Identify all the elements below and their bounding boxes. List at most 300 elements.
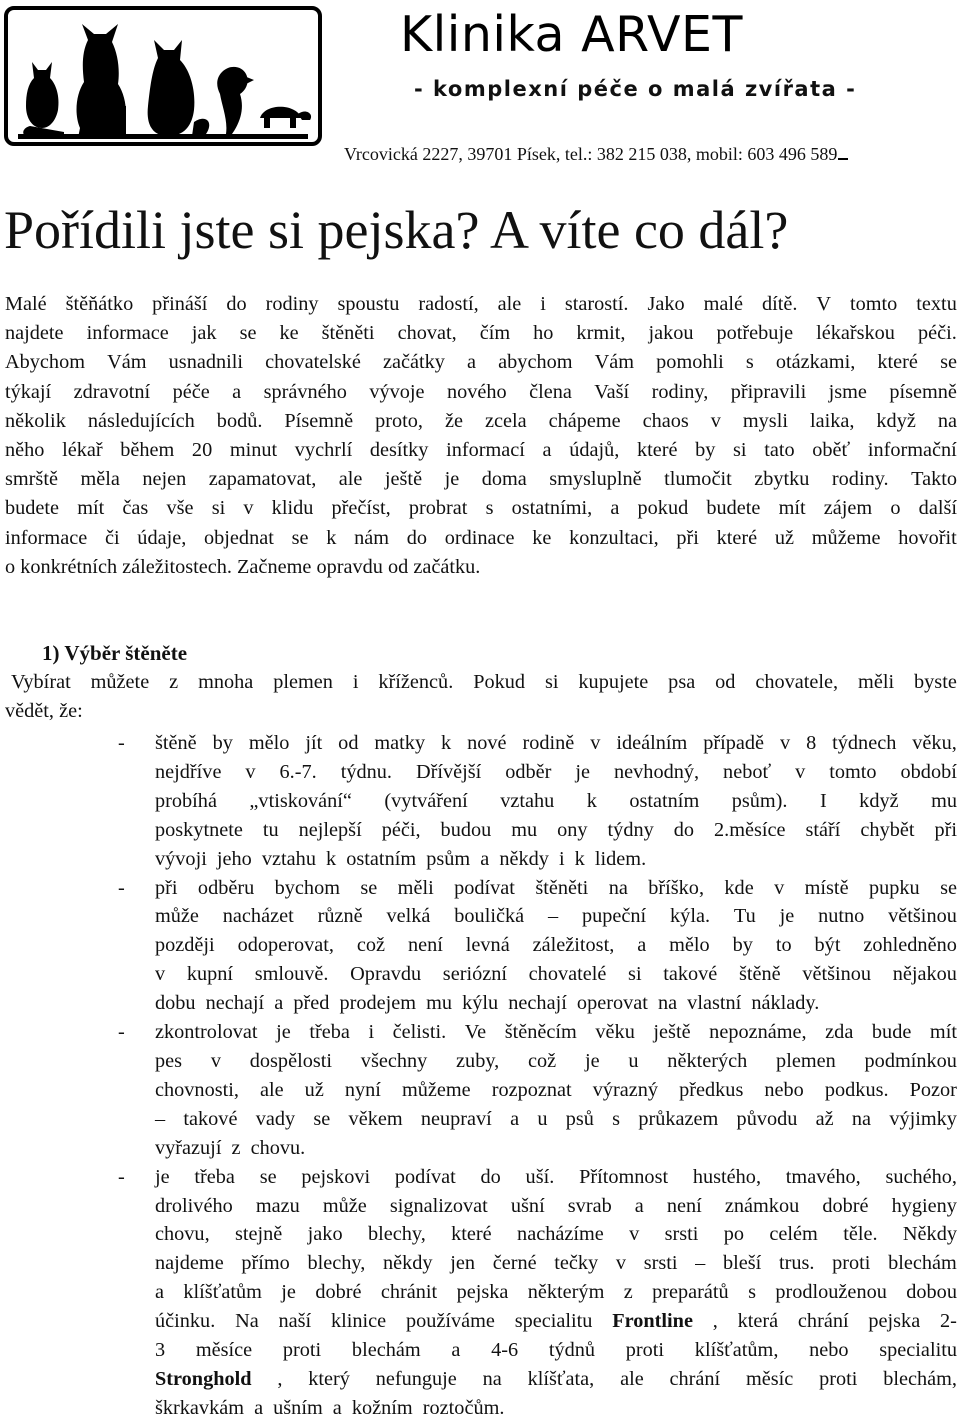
word: mysli [742, 409, 788, 432]
word: nechají [205, 992, 270, 1015]
word: se [360, 876, 378, 899]
word: čas [122, 497, 149, 520]
word: abychom [498, 351, 573, 374]
word: v [245, 760, 256, 783]
text-line [155, 1076, 957, 1105]
word: blechy, [307, 1252, 366, 1275]
word: rozpoznat [491, 1078, 572, 1101]
word: zbytku [754, 468, 810, 491]
word: bodů. [216, 409, 263, 432]
word: 20 [191, 439, 213, 462]
word: nepoznáme, [709, 1021, 807, 1044]
word: velká [386, 905, 431, 928]
word: by [212, 732, 233, 754]
word: ostatním [629, 789, 700, 812]
word: u [628, 1049, 639, 1072]
word: oběť [812, 439, 851, 462]
text-line [155, 931, 957, 960]
word: Na [235, 1310, 259, 1333]
word: lékař [62, 439, 103, 462]
word: ony [557, 818, 588, 841]
word: budete [706, 497, 761, 520]
word: prodlouženou [775, 1281, 887, 1304]
word: nového [446, 380, 507, 403]
word: na [657, 992, 683, 1015]
word: proti [832, 1252, 871, 1275]
word: případě [703, 732, 765, 754]
word: škrkavkám [155, 1396, 250, 1419]
word: už [774, 526, 795, 549]
word: dospělosti [249, 1049, 333, 1072]
word: chaos [642, 409, 689, 432]
word: bleší [722, 1252, 762, 1275]
word: měsíc [745, 1367, 794, 1390]
word: bříško, [648, 876, 705, 899]
word: by [695, 439, 716, 462]
word: do [226, 293, 247, 315]
list-item [0, 729, 960, 874]
word: proto, [375, 409, 423, 432]
word: může [155, 905, 199, 928]
text-line [155, 1249, 957, 1278]
word: nebo [764, 1078, 804, 1101]
word: tomto [850, 293, 898, 315]
word: kupní [186, 963, 234, 986]
word: lidem. [594, 847, 647, 870]
word: s [612, 1107, 621, 1130]
word: bychom [274, 876, 340, 899]
word: do [406, 526, 427, 549]
word: což [356, 934, 386, 957]
word: mít [929, 1021, 957, 1044]
word: srsti [643, 1252, 678, 1275]
word: kýla. [670, 905, 711, 928]
word: po [723, 1223, 745, 1246]
word: týdnech [832, 732, 897, 754]
word: – [695, 1252, 706, 1275]
word: nevhodný, [614, 760, 700, 783]
word: uší. [525, 1165, 555, 1188]
word: není [407, 934, 443, 957]
text-line [155, 960, 957, 989]
word: potřebuje [716, 322, 794, 345]
word: k [326, 526, 337, 549]
word: V [816, 293, 832, 315]
word: vědět, [5, 700, 60, 723]
word: pupku [868, 876, 920, 899]
word: průkazem [638, 1107, 719, 1130]
word: zkontrolovat [155, 1021, 258, 1044]
word: či [104, 526, 120, 549]
word: něho [5, 439, 45, 462]
word: kupujete [578, 671, 649, 693]
word: chybět [860, 818, 915, 841]
word: 3 [155, 1339, 166, 1362]
word: nové [467, 732, 507, 754]
animal-silhouettes-icon [8, 10, 318, 142]
word: někdy [383, 1252, 433, 1275]
word: zapamatovat, [208, 468, 317, 491]
word: začátky [382, 351, 445, 374]
word: tomto [829, 760, 877, 783]
word: je [155, 1165, 170, 1188]
word: s [748, 1281, 756, 1304]
word: a [451, 1339, 461, 1362]
word: operovat [576, 992, 653, 1015]
word: když [876, 409, 916, 432]
word: nebo [809, 1339, 849, 1362]
word: v [243, 497, 254, 520]
word: náklady. [751, 992, 820, 1015]
word: měli [858, 671, 895, 693]
word: naší [278, 1310, 312, 1333]
word: to [775, 934, 792, 957]
word: ale [497, 293, 522, 315]
word: při [676, 526, 699, 549]
word: později [155, 934, 215, 957]
word: s [485, 497, 494, 520]
word: mělo [248, 732, 290, 754]
word: z [169, 671, 179, 693]
word: budete [5, 497, 60, 520]
word: vývoje [369, 380, 425, 403]
word: čím [479, 322, 511, 345]
word: přečíst, [331, 497, 391, 520]
word: štěňátko [65, 293, 134, 315]
word: blechám, [883, 1367, 957, 1390]
word: pokud [637, 497, 689, 520]
word: Přítomnost [579, 1165, 669, 1188]
word: jít [305, 732, 323, 754]
word: chovu. [250, 1136, 306, 1159]
word: plemen [273, 671, 333, 693]
word: ostatními, [511, 497, 593, 520]
word: další [918, 497, 957, 520]
word: podkus. [824, 1078, 889, 1101]
word: že [444, 409, 463, 432]
word: na [937, 409, 957, 432]
word: proti [282, 1339, 322, 1362]
word: objednat [204, 526, 274, 549]
word: krmit, [576, 322, 626, 345]
word: týdnu. [340, 760, 392, 783]
word: signalizovat [389, 1194, 488, 1217]
word: klíšťatům, [694, 1339, 779, 1362]
word: zohledněno [863, 934, 957, 957]
word: přináší [152, 293, 208, 315]
word: Takto [911, 468, 957, 491]
word: někdy [499, 847, 554, 870]
word: hovořit [898, 526, 957, 549]
word: k [574, 847, 590, 870]
word: od [387, 555, 414, 578]
word: a [232, 380, 242, 403]
bullet-dash: - [118, 1165, 125, 1188]
word: mnoha [198, 671, 254, 693]
word: tu [262, 818, 279, 841]
word: probrat [408, 497, 468, 520]
word: rodině [522, 732, 575, 754]
word: ke [532, 526, 552, 549]
word: ale [338, 468, 363, 491]
word: s [745, 351, 754, 374]
word: třeba [309, 1021, 350, 1044]
word: tato [764, 439, 795, 462]
word: rodiny [265, 293, 319, 315]
word: známkou [724, 1194, 800, 1217]
bullet-dash: - [118, 876, 125, 899]
word: odběru [197, 876, 255, 899]
text-line [5, 668, 957, 697]
word: všechny [360, 1049, 428, 1072]
word: desítky [369, 439, 429, 462]
word: je [276, 1021, 291, 1044]
word: Dřívější [415, 760, 482, 783]
word: 8 [806, 732, 817, 754]
word: můžeme [401, 1078, 471, 1101]
word: Malé [5, 293, 47, 315]
word: věku, [912, 732, 957, 754]
word: jako [307, 1223, 343, 1246]
word: chovatelské [265, 351, 361, 374]
section-title: 1) Výběr štěněte [42, 641, 188, 665]
word: používáme [405, 1310, 495, 1333]
word: což [528, 1049, 557, 1072]
word: kříženců. [378, 671, 454, 693]
text-line [5, 697, 957, 726]
word: stejně [235, 1223, 283, 1246]
word: budou [440, 818, 492, 841]
word: můžeme [811, 526, 881, 549]
word: psa [668, 671, 696, 693]
word: od [715, 671, 736, 693]
text-line [155, 1018, 957, 1047]
word: srsti [664, 1223, 699, 1246]
text-cursor [838, 142, 848, 160]
word: péči, [381, 818, 421, 841]
word: matky [374, 732, 426, 754]
word: jen [450, 1252, 476, 1275]
word: v [795, 760, 806, 783]
word: a [274, 992, 289, 1015]
word: které [636, 439, 678, 462]
word: si [733, 439, 747, 462]
word: pomohli [656, 351, 724, 374]
word: se [259, 1165, 277, 1188]
text-line [155, 1047, 957, 1076]
word: takové [663, 963, 718, 986]
text-line [5, 436, 957, 465]
bullet-dash: - [118, 732, 125, 754]
word: proti [819, 1367, 858, 1390]
word: k [326, 847, 342, 870]
word: chovatele, [755, 671, 839, 693]
word: preparátů [652, 1281, 729, 1304]
word: tmavého, [785, 1165, 861, 1188]
word: vývoji [155, 847, 212, 870]
word: údaje, [137, 526, 187, 549]
word: a [332, 1396, 347, 1419]
word: ho [533, 322, 554, 345]
word: dobu [155, 992, 201, 1015]
clinic-tagline: - komplexní péče o malá zvířata - [414, 77, 857, 101]
word: ordinace [444, 526, 515, 549]
word: už [304, 1078, 324, 1101]
word: záležitost, [532, 934, 615, 957]
word: laika, [809, 409, 855, 432]
word: opravdu [316, 555, 388, 578]
word: předkus [679, 1078, 744, 1101]
word: starostí. [564, 293, 629, 315]
word: může [322, 1194, 367, 1217]
word: v [615, 1252, 627, 1275]
text-line [155, 1134, 957, 1163]
word: věkem [348, 1107, 403, 1130]
word: chovat, [397, 322, 457, 345]
word: doma [481, 468, 527, 491]
word: blechám [351, 1339, 421, 1362]
word: – [547, 905, 559, 928]
word: neboť [723, 760, 772, 783]
text-line [155, 758, 957, 787]
word: výjimky [889, 1107, 957, 1130]
word: se [313, 1107, 331, 1130]
word: ostatním [346, 847, 422, 870]
word: třeba [194, 1165, 235, 1188]
word: můžete [90, 671, 150, 693]
word: neupraví [420, 1107, 492, 1130]
word: mít [778, 497, 806, 520]
text-line [155, 1192, 957, 1221]
word: mít [77, 497, 105, 520]
word: hygieny [891, 1194, 957, 1217]
word: ještě [384, 468, 423, 491]
bullet-dash: - [118, 1021, 125, 1044]
word: které [716, 526, 758, 549]
word: být [814, 934, 841, 957]
word: nefunguje [375, 1367, 457, 1390]
word: k [586, 789, 597, 812]
word: nyní [344, 1078, 381, 1101]
text-line [5, 290, 957, 319]
word: , [277, 1367, 283, 1390]
word: odběr [505, 760, 552, 783]
word: najdete [5, 322, 64, 345]
word: smrště [5, 468, 58, 491]
word: Ve [464, 1021, 487, 1044]
word: nejen [142, 468, 187, 491]
word: a [467, 351, 477, 374]
word: před [293, 992, 335, 1015]
word: roztočům. [422, 1396, 505, 1419]
word: měsíce [195, 1339, 253, 1362]
word: kde [724, 876, 754, 899]
word: chránit [380, 1281, 438, 1304]
word: chápeme [548, 409, 621, 432]
word: období [900, 760, 957, 783]
word: čelisti. [392, 1021, 447, 1044]
word: přímo [241, 1252, 290, 1275]
word: různě [317, 905, 363, 928]
word: ještě [653, 1021, 691, 1044]
word: při [155, 876, 178, 899]
word: proti [625, 1339, 665, 1362]
word: chrání [669, 1367, 721, 1390]
word: minut [229, 439, 278, 462]
word: několik [5, 409, 66, 432]
word: pejska [868, 1310, 921, 1333]
word: nacházíme [517, 1223, 604, 1246]
word: psům). [731, 789, 788, 812]
word: „vtiskování“ [249, 789, 352, 812]
word: účinku. [155, 1310, 216, 1333]
word: Jako [647, 293, 685, 315]
word: Někdy [902, 1223, 957, 1246]
word: hustého, [692, 1165, 762, 1188]
word: jsme [828, 380, 867, 403]
word: informace [5, 526, 88, 549]
text-line [155, 729, 957, 758]
word: konkrétních [20, 555, 123, 578]
word: klidu [271, 497, 314, 520]
word: a [634, 1194, 644, 1217]
word: seriózní [442, 963, 507, 986]
clinic-logo [4, 6, 322, 146]
word: těle. [843, 1223, 878, 1246]
word: poskytnete [155, 818, 243, 841]
word: z [231, 1136, 246, 1159]
word: i [368, 1021, 375, 1044]
word: stáří [805, 818, 841, 841]
word: některých [667, 1049, 748, 1072]
word: usnadnili [168, 351, 244, 374]
word: nejlepší [298, 818, 362, 841]
word: klíšťatům [183, 1281, 262, 1304]
word: podívat [454, 876, 515, 899]
word: štěně [738, 963, 781, 986]
word: pes [155, 1049, 183, 1072]
word: Pozor [909, 1078, 957, 1101]
word: trus. [778, 1252, 815, 1275]
word: najdeme [155, 1252, 224, 1275]
word: bouličká [454, 905, 525, 928]
word: v [155, 963, 166, 986]
word: je [779, 905, 795, 928]
word: spoustu [337, 293, 400, 315]
word: Stronghold [155, 1367, 252, 1390]
word: smysluplně [549, 468, 642, 491]
word: svrab [567, 1194, 612, 1217]
word: 2- [939, 1310, 957, 1333]
word: člena [529, 380, 572, 403]
word: z [623, 1281, 633, 1304]
word: místě [804, 876, 849, 899]
word: podívat [394, 1165, 456, 1188]
word: zájem [823, 497, 873, 520]
word: podmínkou [864, 1049, 957, 1072]
word: v [779, 732, 791, 754]
word: plemen [776, 1049, 836, 1072]
word: Frontline [612, 1310, 693, 1333]
word: malé [703, 293, 743, 315]
word: textu [916, 293, 957, 315]
word: většinou [802, 963, 872, 986]
text-line [155, 1365, 957, 1394]
word: od [338, 732, 359, 754]
word: ale [620, 1367, 644, 1390]
text-line [155, 989, 957, 1018]
word: Vám [594, 351, 635, 374]
